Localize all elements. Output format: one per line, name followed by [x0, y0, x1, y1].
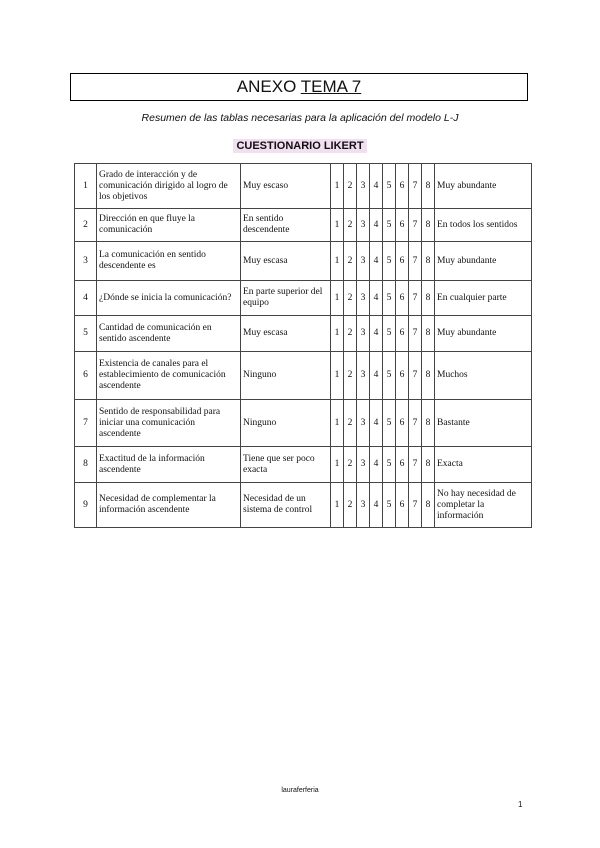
scale-value: 2	[344, 164, 357, 209]
scale-value: 2	[344, 209, 357, 242]
scale-value: 1	[331, 483, 344, 528]
item-high-anchor: Exacta	[435, 447, 532, 483]
scale-value: 4	[370, 164, 383, 209]
scale-value: 8	[422, 352, 435, 400]
scale-value: 5	[383, 447, 396, 483]
table-row	[75, 483, 532, 528]
scale-value: 3	[357, 164, 370, 209]
annex-title: ANEXO	[236, 77, 297, 96]
scale-value: 2	[344, 400, 357, 447]
annex-title-box	[70, 73, 528, 101]
scale-value: 6	[396, 281, 409, 316]
scale-value: 3	[357, 483, 370, 528]
scale-value: 8	[422, 483, 435, 528]
scale-value: 4	[370, 352, 383, 400]
item-high-anchor: Muy abundante	[435, 316, 532, 352]
item-low-anchor: Muy escasa	[241, 316, 331, 352]
scale-value: 8	[422, 400, 435, 447]
item-number: 4	[75, 281, 97, 316]
item-question: Necesidad de complementar la información ascendente	[97, 483, 241, 528]
scale-value: 5	[383, 209, 396, 242]
scale-value: 1	[331, 209, 344, 242]
questionnaire-heading-wrap	[0, 136, 600, 154]
item-number: 5	[75, 316, 97, 352]
scale-value: 6	[396, 242, 409, 281]
subtitle: Resumen de las tablas necesarias para la aplicación del modelo L-J	[141, 112, 459, 124]
scale-value: 5	[383, 483, 396, 528]
scale-value: 8	[422, 209, 435, 242]
scale-value: 6	[396, 447, 409, 483]
scale-value: 6	[396, 209, 409, 242]
item-number: 6	[75, 352, 97, 400]
scale-value: 3	[357, 242, 370, 281]
scale-value: 7	[409, 447, 422, 483]
scale-value: 5	[383, 164, 396, 209]
scale-value: 2	[344, 447, 357, 483]
item-low-anchor: Tiene que ser poco exacta	[241, 447, 331, 483]
questionnaire-heading: CUESTIONARIO LIKERT	[233, 139, 366, 153]
item-number: 1	[75, 164, 97, 209]
table-row	[75, 209, 532, 242]
scale-value: 5	[383, 316, 396, 352]
scale-value: 6	[396, 352, 409, 400]
table-row	[75, 242, 532, 281]
scale-value: 4	[370, 242, 383, 281]
scale-value: 1	[331, 242, 344, 281]
scale-value: 7	[409, 316, 422, 352]
item-number: 8	[75, 447, 97, 483]
table-row	[75, 400, 532, 447]
scale-value: 3	[357, 352, 370, 400]
item-low-anchor: En sentido descendente	[241, 209, 331, 242]
scale-value: 2	[344, 483, 357, 528]
item-high-anchor: Bastante	[435, 400, 532, 447]
scale-value: 2	[344, 242, 357, 281]
item-number: 2	[75, 209, 97, 242]
item-question: Dirección en que fluye la comunicación	[97, 209, 241, 242]
scale-value: 1	[331, 400, 344, 447]
item-number: 9	[75, 483, 97, 528]
scale-value: 2	[344, 352, 357, 400]
scale-value: 6	[396, 400, 409, 447]
scale-value: 7	[409, 242, 422, 281]
scale-value: 1	[331, 352, 344, 400]
item-low-anchor: En parte superior del equipo	[241, 281, 331, 316]
item-high-anchor: Muy abundante	[435, 242, 532, 281]
table-row	[75, 281, 532, 316]
item-high-anchor: En todos los sentidos	[435, 209, 532, 242]
scale-value: 3	[357, 400, 370, 447]
likert-table	[74, 163, 532, 528]
scale-value: 5	[383, 352, 396, 400]
item-question: ¿Dónde se inicia la comunicación?	[97, 281, 241, 316]
item-low-anchor: Ninguno	[241, 400, 331, 447]
scale-value: 4	[370, 209, 383, 242]
page-number: 1	[518, 800, 523, 809]
item-high-anchor: En cualquier parte	[435, 281, 532, 316]
scale-value: 1	[331, 447, 344, 483]
item-high-anchor: Muchos	[435, 352, 532, 400]
scale-value: 3	[357, 447, 370, 483]
scale-value: 8	[422, 447, 435, 483]
scale-value: 1	[331, 316, 344, 352]
scale-value: 5	[383, 400, 396, 447]
item-question: Cantidad de comunicación en sentido ascendente	[97, 316, 241, 352]
scale-value: 8	[422, 242, 435, 281]
item-question: Exactitud de la información ascendente	[97, 447, 241, 483]
scale-value: 4	[370, 400, 383, 447]
scale-value: 8	[422, 164, 435, 209]
scale-value: 3	[357, 281, 370, 316]
scale-value: 3	[357, 209, 370, 242]
item-number: 3	[75, 242, 97, 281]
scale-value: 1	[331, 164, 344, 209]
scale-value: 3	[357, 316, 370, 352]
scale-value: 4	[370, 281, 383, 316]
item-question: Grado de interacción y de comunicación dirigido al logro de los objetivos	[97, 164, 241, 209]
scale-value: 1	[331, 281, 344, 316]
table-row	[75, 352, 532, 400]
item-low-anchor: Ninguno	[241, 352, 331, 400]
scale-value: 2	[344, 281, 357, 316]
item-question: Existencia de canales para el establecimiento de comunicación ascendente	[97, 352, 241, 400]
scale-value: 7	[409, 352, 422, 400]
footer-author: lauraferferia	[281, 787, 319, 794]
table-row	[75, 447, 532, 483]
table-row	[75, 164, 532, 209]
scale-value: 7	[409, 164, 422, 209]
item-high-anchor: No hay necesidad de completar la información	[435, 483, 532, 528]
scale-value: 7	[409, 483, 422, 528]
item-low-anchor: Muy escaso	[241, 164, 331, 209]
scale-value: 8	[422, 281, 435, 316]
scale-value: 4	[370, 483, 383, 528]
item-low-anchor: Muy escasa	[241, 242, 331, 281]
scale-value: 8	[422, 316, 435, 352]
scale-value: 4	[370, 316, 383, 352]
scale-value: 7	[409, 209, 422, 242]
scale-value: 6	[396, 483, 409, 528]
item-question: Sentido de responsabilidad para iniciar una comunicación ascendente	[97, 400, 241, 447]
scale-value: 4	[370, 447, 383, 483]
scale-value: 7	[409, 400, 422, 447]
scale-value: 6	[396, 164, 409, 209]
item-number: 7	[75, 400, 97, 447]
scale-value: 2	[344, 316, 357, 352]
scale-value: 5	[383, 242, 396, 281]
table-row	[75, 316, 532, 352]
scale-value: 7	[409, 281, 422, 316]
item-question: La comunicación en sentido descendente es	[97, 242, 241, 281]
scale-value: 5	[383, 281, 396, 316]
scale-value: 6	[396, 316, 409, 352]
item-high-anchor: Muy abundante	[435, 164, 532, 209]
annex-topic: TEMA 7	[300, 77, 362, 96]
item-low-anchor: Necesidad de un sistema de control	[241, 483, 331, 528]
